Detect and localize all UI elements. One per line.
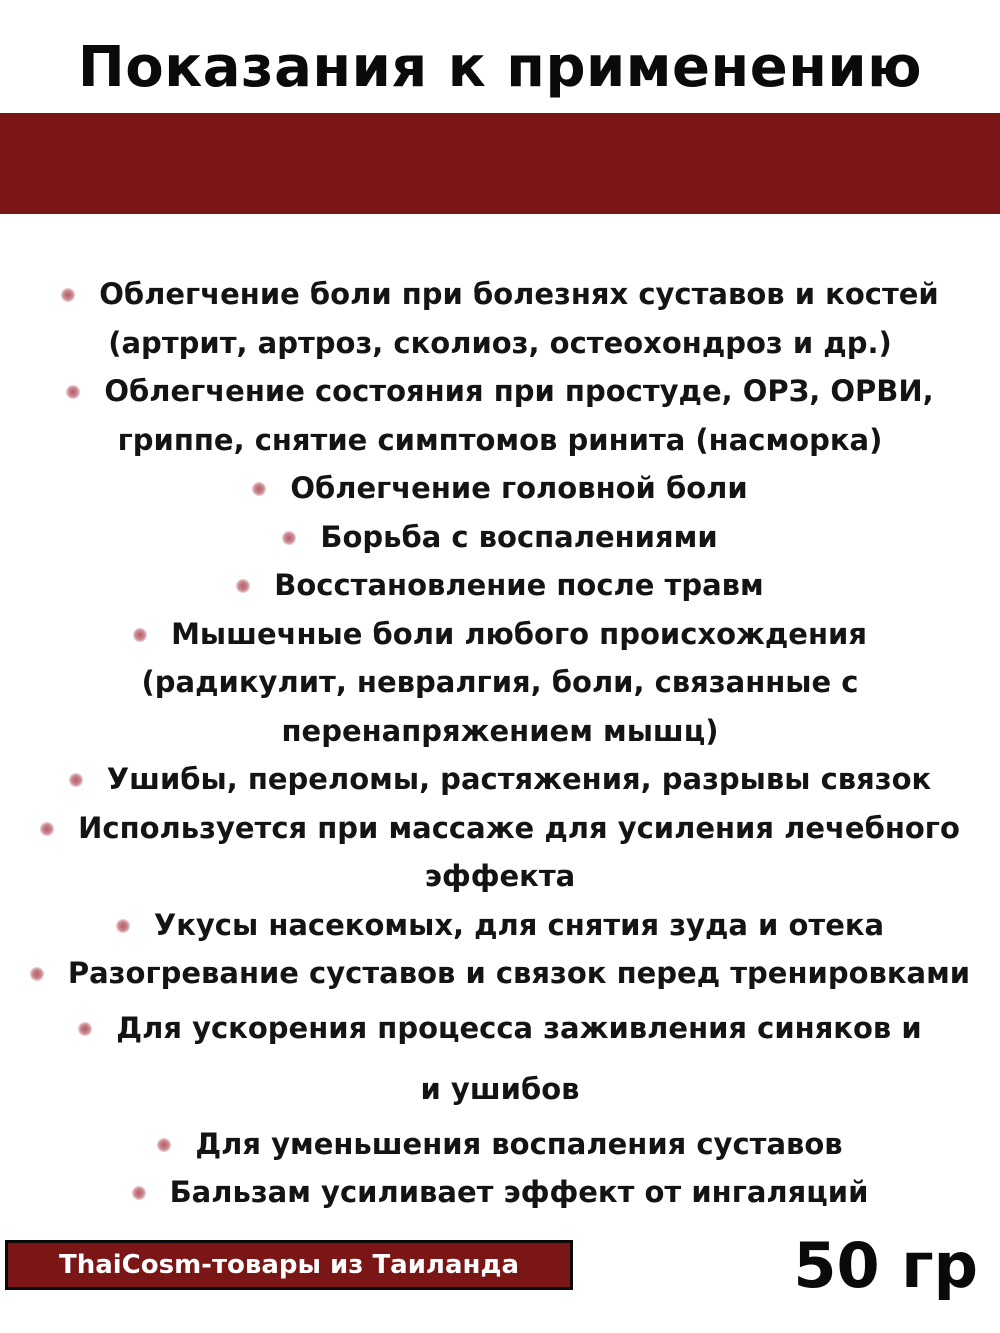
page-title: Показания к применению	[77, 35, 923, 100]
item-label: Для ускорения процесса заживления синяков и	[116, 1010, 922, 1045]
brand-badge: ThaiCosm-товары из Таиланда	[5, 1240, 573, 1290]
bullet-dot-icon	[236, 579, 250, 593]
list-item	[0, 464, 1000, 513]
item-continuation: гриппе, снятие симптомов ринита (насморка)	[117, 422, 883, 457]
item-continuation: (артрит, артроз, сколиоз, остеохондроз и др.)	[108, 325, 892, 360]
bullet-dot-icon	[157, 1138, 171, 1152]
bullet-dot-icon	[116, 919, 130, 933]
item-continuation: перенапряжением мышц)	[281, 713, 719, 748]
item-label: Используется при массаже для усиления лечебного	[78, 810, 960, 845]
list-item	[0, 367, 1000, 464]
list-item	[0, 949, 1000, 998]
bullet-dot-icon	[78, 1022, 92, 1036]
item-label: Восстановление после травм	[274, 568, 764, 602]
list-item	[0, 755, 1000, 804]
item-label: Облегчение боли при болезнях суставов и костей	[99, 277, 939, 311]
list-item	[0, 804, 1000, 901]
list-item	[0, 1168, 1000, 1217]
list-item	[0, 610, 1000, 756]
bullet-dot-icon	[132, 1186, 146, 1200]
item-label: Облегчение состояния при простуде, ОРЗ, ОРВИ,	[104, 374, 934, 408]
item-continuation: эффекта	[424, 859, 576, 893]
item-label: Бальзам усиливает эффект от ингаляций	[169, 1175, 869, 1209]
list-item	[0, 901, 1000, 950]
product-weight: 50 гр	[793, 1229, 978, 1302]
item-label: Укусы насекомых, для снятия зуда и отека	[153, 907, 885, 942]
header-band	[0, 113, 1000, 214]
bullet-dot-icon	[282, 531, 296, 545]
list-item	[0, 998, 1000, 1120]
item-label: Борьба с воспалениями	[320, 519, 718, 554]
bullet-dot-icon	[69, 773, 83, 787]
item-continuation: (радикулит, невралгия, боли, связанные с	[141, 665, 859, 699]
item-label: Мышечные боли любого происхождения	[171, 616, 867, 651]
item-continuation: и ушибов	[420, 1071, 580, 1106]
bullet-dot-icon	[30, 967, 44, 981]
bullet-dot-icon	[252, 482, 266, 496]
bullet-dot-icon	[66, 385, 80, 399]
item-label: Разогревание суставов и связок перед тренировками	[67, 956, 971, 990]
bullet-dot-icon	[61, 288, 75, 302]
item-label: Ушибы, переломы, растяжения, разрывы связок	[106, 762, 932, 796]
list-item	[0, 561, 1000, 610]
indications-list	[0, 270, 1000, 1217]
item-label: Облегчение головной боли	[290, 471, 748, 505]
list-item	[0, 270, 1000, 367]
bullet-dot-icon	[133, 628, 147, 642]
list-item	[0, 1120, 1000, 1169]
item-label: Для уменьшения воспаления суставов	[195, 1126, 843, 1161]
bullet-dot-icon	[40, 822, 54, 836]
list-item	[0, 513, 1000, 562]
